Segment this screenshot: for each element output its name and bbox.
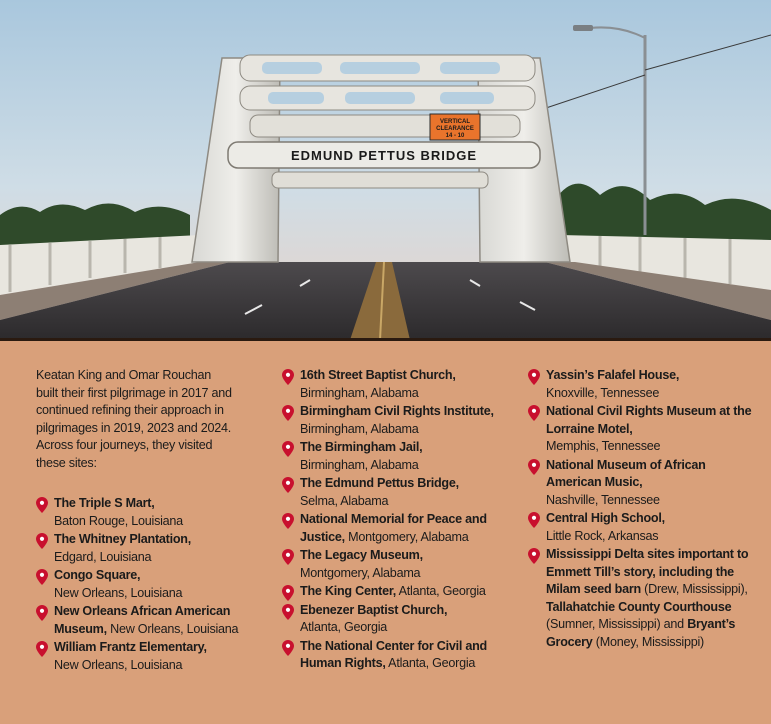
site-location: Birmingham, Alabama [300, 421, 419, 436]
site-name: Birmingham Civil Rights Institute, [300, 404, 494, 418]
site-name: Central High School, [546, 511, 665, 525]
map-pin-icon [36, 497, 48, 513]
site-location: Atlanta, Georgia [300, 620, 388, 634]
site-item-mississippi-delta [528, 546, 758, 651]
map-pin-icon [282, 640, 294, 656]
site-item [528, 403, 758, 456]
site-item [36, 639, 251, 674]
mississippi-text-1: Mississippi Delta sites important to Emmett Till’s story, including the Milam seed barn [546, 547, 749, 596]
map-pin-icon [282, 585, 294, 601]
site-name: The Edmund Pettus Bridge, [300, 476, 459, 490]
map-pin-icon [528, 405, 540, 421]
site-name: William Frantz Elementary, [54, 640, 207, 654]
site-location: Atlanta, Georgia [388, 656, 476, 670]
map-pin-icon [282, 604, 294, 620]
site-name: The Triple S Mart, [54, 496, 155, 510]
mississippi-text-3: Tallahatchie County Courthouse [546, 599, 732, 614]
site-location: Birmingham, Alabama [300, 457, 419, 472]
site-location: Atlanta, Georgia [398, 584, 486, 598]
site-list-louisiana [36, 495, 251, 674]
site-location: Edgard, Louisiana [54, 549, 152, 564]
map-pin-icon [36, 641, 48, 657]
site-name: The Whitney Plantation, [54, 532, 191, 546]
column-left [36, 367, 251, 675]
mississippi-text-6: (Money, Mississippi) [592, 634, 704, 649]
site-item [528, 510, 758, 545]
site-item [282, 511, 507, 546]
site-location: Memphis, Tennessee [546, 439, 661, 453]
map-pin-icon [282, 369, 294, 385]
site-item [282, 602, 507, 637]
site-item [528, 367, 758, 402]
site-list-tennessee-arkansas [528, 367, 758, 545]
site-location: Baton Rouge, Louisiana [54, 513, 183, 528]
site-item [36, 495, 251, 530]
site-item [528, 457, 758, 510]
site-location: Nashville, Tennessee [546, 492, 660, 507]
site-item [282, 367, 507, 402]
site-name: Yassin’s Falafel House, [546, 368, 680, 382]
site-name: Ebenezer Baptist Church, [300, 602, 448, 617]
map-pin-icon [528, 548, 540, 564]
map-pin-icon [282, 477, 294, 493]
site-name: Congo Square, [54, 568, 141, 582]
column-middle [282, 367, 507, 674]
sites-panel [0, 341, 771, 724]
site-item [36, 603, 251, 638]
map-pin-icon [528, 369, 540, 385]
site-name: The Birmingham Jail, [300, 440, 423, 454]
map-pin-icon [282, 441, 294, 457]
site-location: Montgomery, Alabama [348, 529, 469, 544]
map-pin-icon [528, 512, 540, 528]
site-name: The Legacy Museum, [300, 548, 423, 562]
site-item [282, 475, 507, 510]
site-location: New Orleans, Louisiana [110, 621, 239, 636]
site-name: National Memorial for Peace and Justice, [300, 512, 487, 544]
site-name: New Orleans African American Museum, [54, 604, 231, 636]
site-name: National Museum of African American Music, [546, 457, 706, 489]
mississippi-text-2: (Drew, Mississippi), [640, 582, 748, 596]
map-pin-icon [282, 405, 294, 421]
site-name: The National Center for Civil and Human Rights, [300, 638, 487, 670]
map-pin-icon [282, 549, 294, 565]
site-location: Selma, Alabama [300, 493, 389, 508]
site-location: New Orleans, Louisiana [54, 585, 183, 600]
map-pin-icon [282, 513, 294, 529]
clearance-line2: CLEARANCE [436, 126, 474, 132]
edmund-pettus-bridge-image [0, 0, 771, 340]
site-item [282, 547, 507, 582]
clearance-line1: VERTICAL [440, 119, 470, 125]
mississippi-text-4: (Sumner, Mississippi) and [546, 617, 688, 631]
column-right [528, 367, 758, 652]
site-item [36, 567, 251, 602]
site-item [282, 403, 507, 438]
site-location: Little Rock, Arkansas [546, 528, 659, 543]
site-item [36, 531, 251, 566]
site-name: The King Center, [300, 584, 397, 598]
site-location: Knoxville, Tennessee [546, 385, 660, 400]
site-location: Montgomery, Alabama [300, 565, 421, 580]
clearance-line3: 14 - 10 [445, 133, 465, 139]
bridge-sign-text: EDMUND PETTUS BRIDGE [290, 148, 478, 163]
site-name: National Civil Rights Museum at the Lorraine Motel, [546, 404, 752, 436]
map-pin-icon [36, 605, 48, 621]
site-name: 16th Street Baptist Church, [300, 368, 456, 382]
site-list-alabama-georgia [282, 367, 507, 673]
mississippi-text-5: Bryant’s Grocery [546, 617, 736, 649]
bridge-photo [0, 0, 771, 340]
site-item [282, 583, 507, 601]
site-location: New Orleans, Louisiana [54, 657, 183, 672]
site-item [282, 638, 507, 673]
map-pin-icon [36, 533, 48, 549]
intro-text: Keatan King and Omar Rouchan built their first pilgrimage in 2017 and continued refining their approach in pilgrimages in 2019, 2023 and 2024. Across four journeys, they visited these sites: [36, 368, 232, 470]
map-pin-icon [528, 459, 540, 475]
site-location: Birmingham, Alabama [300, 385, 419, 400]
site-item [282, 439, 507, 474]
map-pin-icon [36, 569, 48, 585]
